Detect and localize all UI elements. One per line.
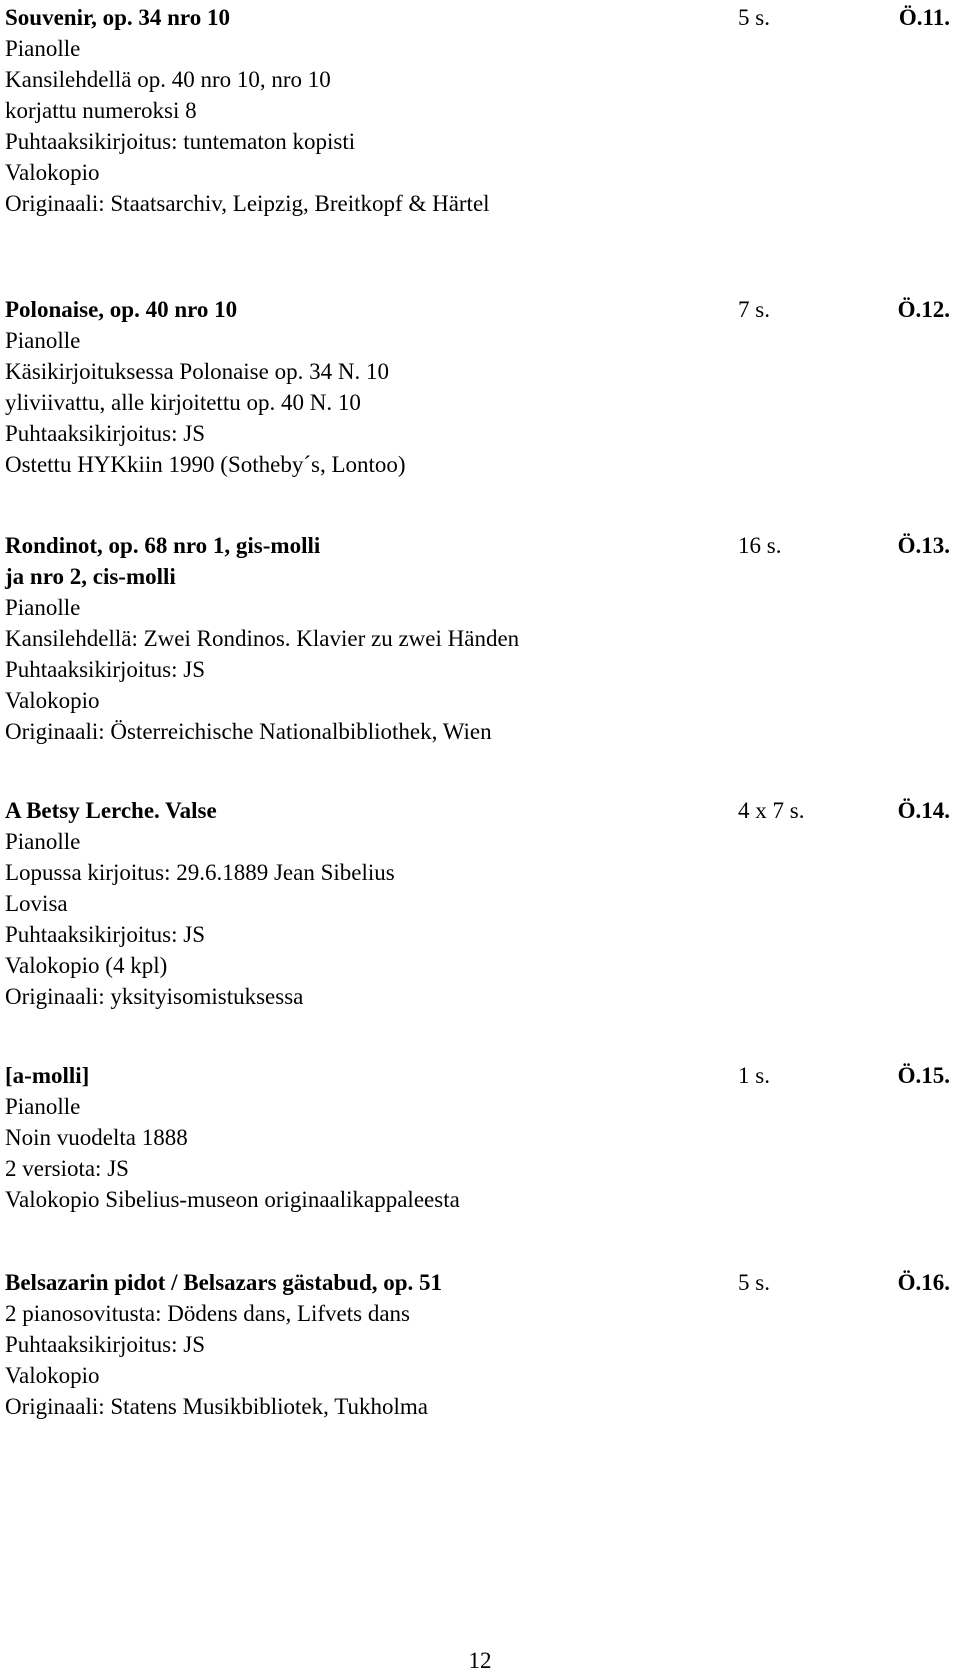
entry-line: Noin vuodelta 1888: [5, 1125, 188, 1150]
catalog-entry: [5, 530, 950, 747]
entry-line: Valokopio: [5, 1363, 100, 1388]
entry-line: 2 versiota: JS: [5, 1156, 129, 1181]
entry-line: Pianolle: [5, 1094, 81, 1119]
catalog-entry: [5, 294, 950, 480]
entry-line: Valokopio: [5, 160, 100, 185]
entry-code: Ö.14.: [897, 798, 950, 823]
entry-page-count: 1 s.: [738, 1063, 770, 1088]
entry-line: Kansilehdellä: Zwei Rondinos. Klavier zu zwei Händen: [5, 626, 520, 651]
catalog-entry: [5, 1060, 950, 1215]
entry-page-count: 5 s.: [738, 5, 770, 30]
entry-line: Puhtaaksikirjoitus: JS: [5, 657, 205, 682]
catalog-entry: [5, 1267, 950, 1422]
entry-heading: [5, 530, 950, 561]
entry-code: Ö.15.: [897, 1063, 950, 1088]
catalog-entry: [5, 795, 950, 1012]
entry-line: yliviivattu, alle kirjoitettu op. 40 N. 10: [5, 390, 361, 415]
entry-line: Pianolle: [5, 328, 81, 353]
entry-line: Puhtaaksikirjoitus: JS: [5, 421, 205, 446]
entry-page-count: 7 s.: [738, 297, 770, 322]
page-number: 12: [468, 1648, 492, 1673]
entry-line: Valokopio (4 kpl): [5, 953, 168, 978]
entry-title: [a-molli]: [5, 1063, 90, 1088]
entry-line: Lopussa kirjoitus: 29.6.1889 Jean Sibelius: [5, 860, 395, 885]
entry-title: Rondinot, op. 68 nro 1, gis-molli: [5, 533, 321, 558]
entry-line: Puhtaaksikirjoitus: JS: [5, 922, 205, 947]
entry-line: Valokopio Sibelius-museon originaalikappaleesta: [5, 1187, 460, 1212]
entry-line: 2 pianosovitusta: Dödens dans, Lifvets dans: [5, 1301, 411, 1326]
entry-code: Ö.13.: [897, 533, 950, 558]
entry-page-count: 5 s.: [738, 1270, 770, 1295]
entry-heading: [5, 1267, 950, 1298]
entry-line: Kansilehdellä op. 40 nro 10, nro 10: [5, 67, 331, 92]
entry-line: korjattu numeroksi 8: [5, 98, 197, 123]
entry-line: Ostettu HYKkiin 1990 (Sotheby´s, Lontoo): [5, 452, 406, 477]
entry-code: Ö.16.: [897, 1270, 950, 1295]
entry-title: Belsazarin pidot / Belsazars gästabud, op. 51: [5, 1270, 443, 1295]
entry-line: Originaali: yksityisomistuksessa: [5, 984, 304, 1009]
entry-line: Pianolle: [5, 595, 81, 620]
entry-line: Originaali: Österreichische Nationalbibliothek, Wien: [5, 719, 492, 744]
entry-subtitle: ja nro 2, cis-molli: [5, 564, 176, 589]
entry-line: Valokopio: [5, 688, 100, 713]
entry-line: Originaali: Staatsarchiv, Leipzig, Breitkopf & Härtel: [5, 191, 490, 216]
entry-line: Lovisa: [5, 891, 68, 916]
entry-heading: [5, 795, 950, 826]
entry-code: Ö.12.: [897, 297, 950, 322]
entry-page-count: 16 s.: [738, 533, 782, 558]
entry-line: Pianolle: [5, 829, 81, 854]
entry-line: Puhtaaksikirjoitus: JS: [5, 1332, 205, 1357]
entry-line: Originaali: Statens Musikbibliotek, Tukholma: [5, 1394, 428, 1419]
entry-line: Pianolle: [5, 36, 81, 61]
entry-title: A Betsy Lerche. Valse: [5, 798, 217, 823]
entry-heading: [5, 2, 950, 33]
entry-title: Polonaise, op. 40 nro 10: [5, 297, 238, 322]
entry-title: Souvenir, op. 34 nro 10: [5, 5, 230, 30]
entry-page-count: 4 x 7 s.: [738, 798, 805, 823]
entry-heading: [5, 294, 950, 325]
entry-code: Ö.11.: [898, 5, 950, 30]
catalog-entry: [5, 2, 950, 219]
entry-line: Käsikirjoituksessa Polonaise op. 34 N. 10: [5, 359, 389, 384]
entry-heading: [5, 1060, 950, 1091]
entry-line: Puhtaaksikirjoitus: tuntematon kopisti: [5, 129, 356, 154]
